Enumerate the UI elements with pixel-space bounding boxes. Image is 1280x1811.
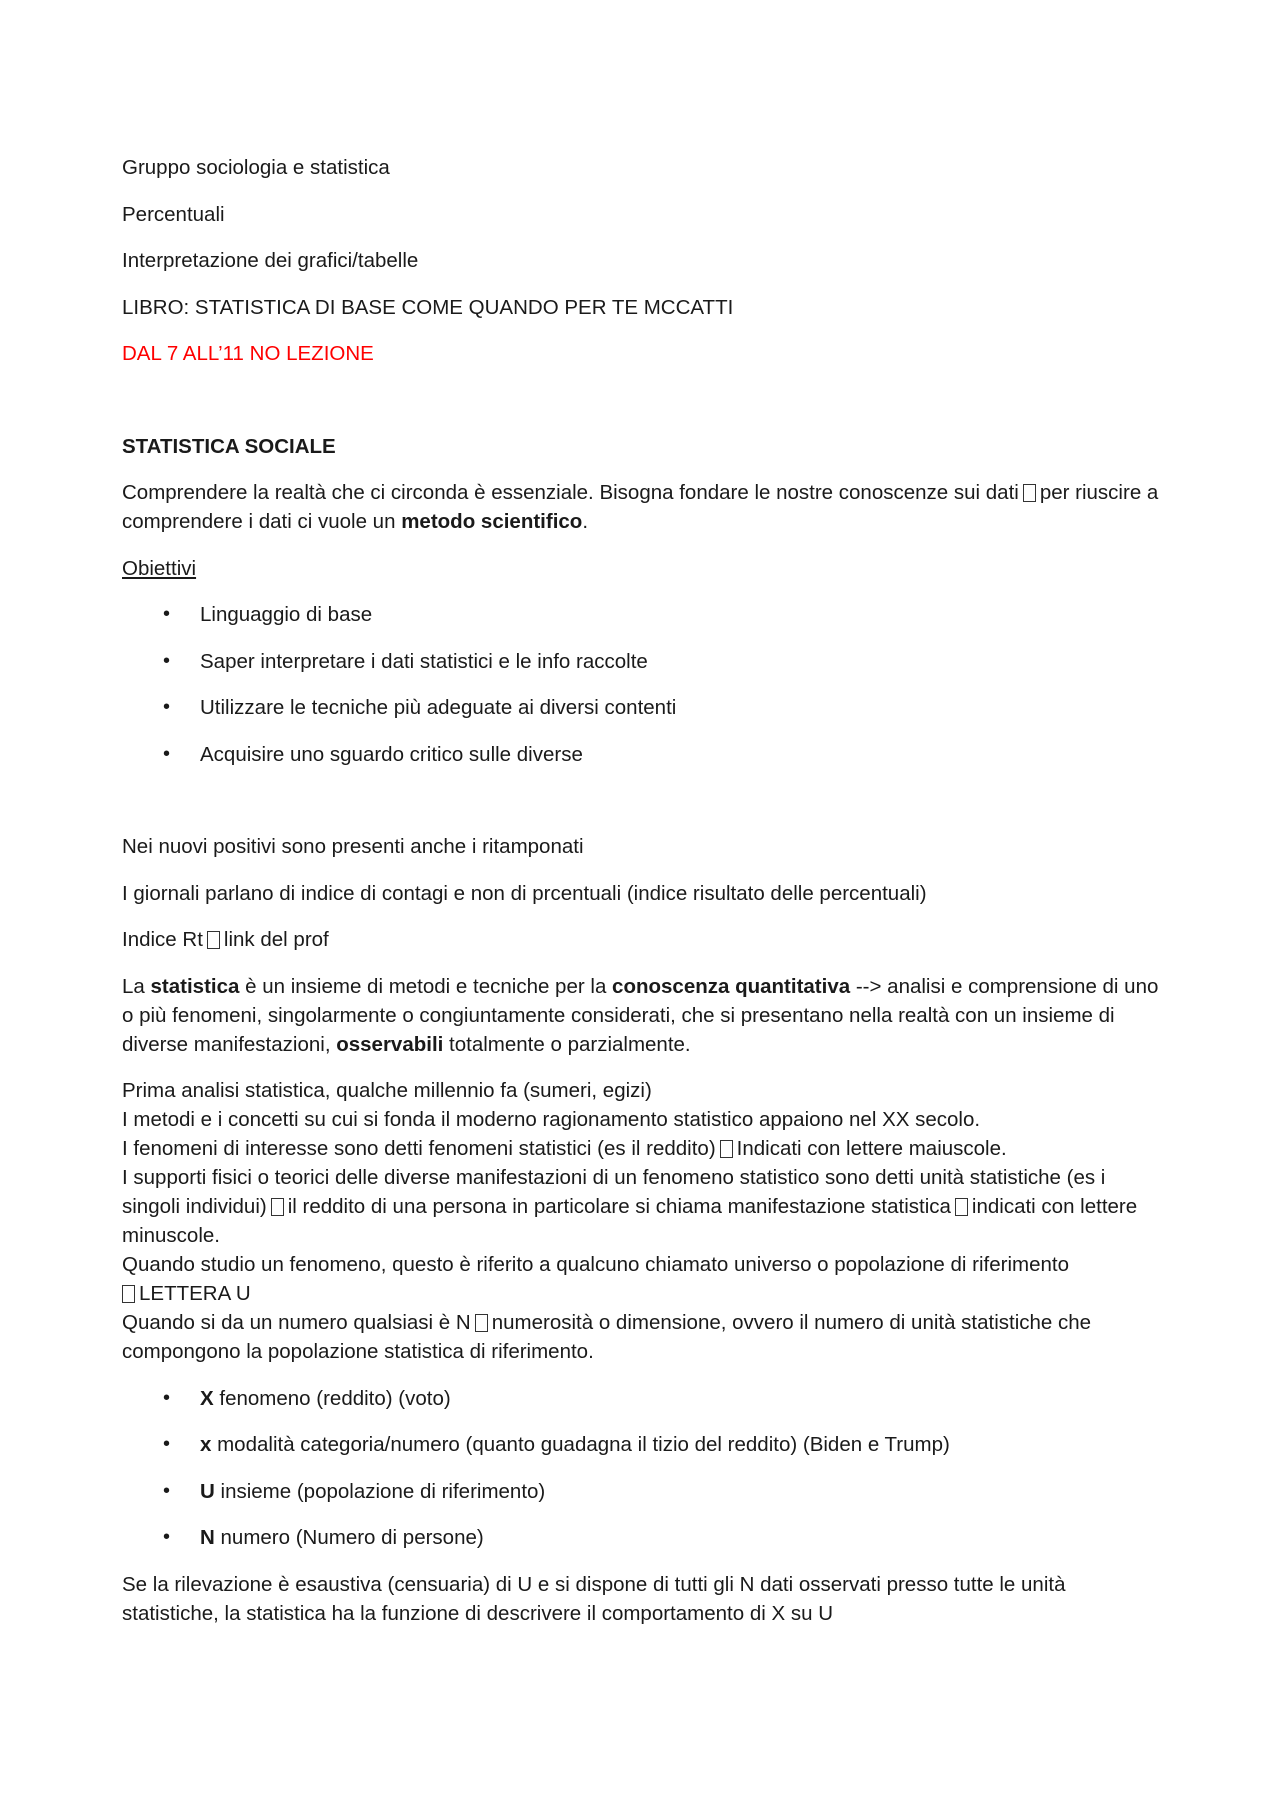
arrow-icon	[955, 1198, 968, 1216]
definition-bold: osservabili	[336, 1032, 444, 1056]
symbol-description: insieme (popolazione di riferimento)	[220, 1479, 546, 1503]
note-3	[122, 925, 1162, 954]
list-item-text: Utilizzare le tecniche più adeguate ai diversi contenti	[200, 696, 677, 719]
intro-paragraph	[122, 478, 1162, 536]
list-item	[122, 740, 1162, 769]
section-title: STATISTICA SOCIALE	[122, 434, 336, 458]
concepts-line	[122, 1308, 1162, 1366]
spacer	[122, 386, 1162, 432]
note-3-b: link del prof	[223, 928, 329, 951]
bullet-icon: •	[163, 742, 171, 765]
concepts-block	[122, 1076, 1162, 1366]
list-item	[122, 1430, 1162, 1459]
concepts-text: indicati con lettere minuscole.	[122, 1195, 1138, 1247]
bullet-icon: •	[163, 649, 171, 672]
statistics-definition	[122, 972, 1162, 1059]
definition-text: --> analisi e comprensione di uno o più fenomeni, singolarmente o congiuntamente considerati, che si presentano nella realtà con un insieme di diverse manifestazioni,	[122, 974, 1159, 1056]
list-item	[122, 600, 1162, 629]
list-item	[122, 1477, 1162, 1506]
definition-bold: conoscenza quantitativa	[612, 974, 851, 998]
bullet-icon: •	[163, 696, 171, 718]
symbol-description: modalità categoria/numero (quanto guadagna il tizio del reddito) (Biden e Trump)	[217, 1433, 950, 1456]
bullet-icon: •	[163, 1479, 171, 1502]
intro-paragraph-end: .	[582, 510, 589, 533]
symbols-list	[122, 1384, 1162, 1553]
intro-paragraph-text-b: per riuscire a comprendere i dati ci vuole un	[122, 481, 1159, 533]
closing-paragraph: Se la rilevazione è esaustiva (censuaria) di U e si dispone di tutti gli N dati osservati presso tutte le unità statistiche, la statistica ha la funzione di descrivere il comportamento di X su U	[122, 1572, 1066, 1625]
bullet-icon: •	[163, 1386, 171, 1409]
definition-text: è un insieme di metodi e tecniche per la	[245, 974, 607, 998]
note-1: Nei nuovi positivi sono presenti anche i ritamponati	[122, 835, 584, 858]
note-3-a: Indice Rt	[122, 928, 203, 951]
concepts-text: I supporti fisici o teorici delle diverse manifestazioni di un fenomeno statistico sono detti unità statistiche (es i singoli individui)	[122, 1166, 1106, 1218]
note-2: I giornali parlano di indice di contagi e non di prcentuali (indice risultato delle percentuali)	[122, 881, 927, 905]
list-item	[122, 647, 1162, 676]
list-item	[122, 1384, 1162, 1413]
concepts-text: Indicati con lettere maiuscole.	[736, 1137, 1007, 1160]
no-lesson-notice: DAL 7 ALL’11 NO LEZIONE	[122, 342, 374, 365]
symbol-letter: N	[200, 1526, 215, 1549]
list-item-text: Acquisire uno sguardo critico sulle diverse	[200, 742, 583, 766]
bullet-icon: •	[163, 603, 171, 625]
arrow-icon	[1023, 484, 1036, 502]
definition-bold: statistica	[150, 974, 240, 998]
concepts-line: I metodi e i concetti su cui si fonda il moderno ragionamento statistico appaiono nel XX secolo.	[122, 1108, 981, 1131]
objectives-list	[122, 600, 1162, 769]
intro-line-1: Gruppo sociologia e statistica	[122, 156, 390, 179]
intro-line-3: Interpretazione dei grafici/tabelle	[122, 249, 419, 272]
spacer	[122, 786, 1162, 832]
arrow-icon	[720, 1140, 733, 1158]
intro-line-2: Percentuali	[122, 202, 225, 226]
symbol-description: fenomeno (reddito) (voto)	[219, 1386, 451, 1410]
definition-text: La	[122, 974, 145, 998]
concepts-line	[122, 1134, 1162, 1163]
symbol-letter: X	[200, 1386, 214, 1410]
arrow-icon	[271, 1198, 284, 1216]
list-item	[122, 1523, 1162, 1552]
concepts-text: il reddito di una persona in particolare si chiama manifestazione statistica	[287, 1195, 951, 1218]
list-item	[122, 693, 1162, 722]
concepts-line	[122, 1163, 1162, 1250]
intro-paragraph-bold: metodo scientifico	[401, 510, 583, 533]
concepts-text: I fenomeni di interesse sono detti fenomeni statistici (es il reddito)	[122, 1137, 716, 1160]
objectives-label: Obiettivi	[122, 556, 197, 580]
symbol-description: numero (Numero di persone)	[220, 1526, 484, 1549]
arrow-icon	[122, 1285, 135, 1303]
book-reference: LIBRO: STATISTICA DI BASE COME QUANDO PER TE MCCATTI	[122, 295, 734, 319]
concepts-line: Prima analisi statistica, qualche millennio fa (sumeri, egizi)	[122, 1079, 652, 1102]
list-item-text: Saper interpretare i dati statistici e le info raccolte	[200, 649, 648, 673]
definition-text: totalmente o parzialmente.	[449, 1032, 691, 1056]
symbol-letter: x	[200, 1433, 212, 1456]
concepts-text: numerosità o dimensione, ovvero il numero di unità statistiche che compongono la popolazione statistica di riferimento.	[122, 1311, 1092, 1363]
intro-paragraph-text-a: Comprendere la realtà che ci circonda è essenziale. Bisogna fondare le nostre conoscenze sui dati	[122, 481, 1019, 504]
concepts-text: LETTERA U	[139, 1282, 251, 1305]
list-item-text: Linguaggio di base	[200, 603, 373, 626]
document-body	[122, 153, 1162, 1645]
symbol-letter: U	[200, 1479, 215, 1503]
bullet-icon: •	[163, 1526, 171, 1548]
arrow-icon	[475, 1314, 488, 1332]
arrow-icon	[207, 931, 220, 949]
concepts-line	[122, 1250, 1162, 1308]
concepts-text: Quando si da un numero qualsiasi è N	[122, 1311, 471, 1334]
concepts-text: Quando studio un fenomeno, questo è riferito a qualcuno chiamato universo o popolazione di riferimento	[122, 1253, 1070, 1276]
bullet-icon: •	[163, 1433, 171, 1455]
